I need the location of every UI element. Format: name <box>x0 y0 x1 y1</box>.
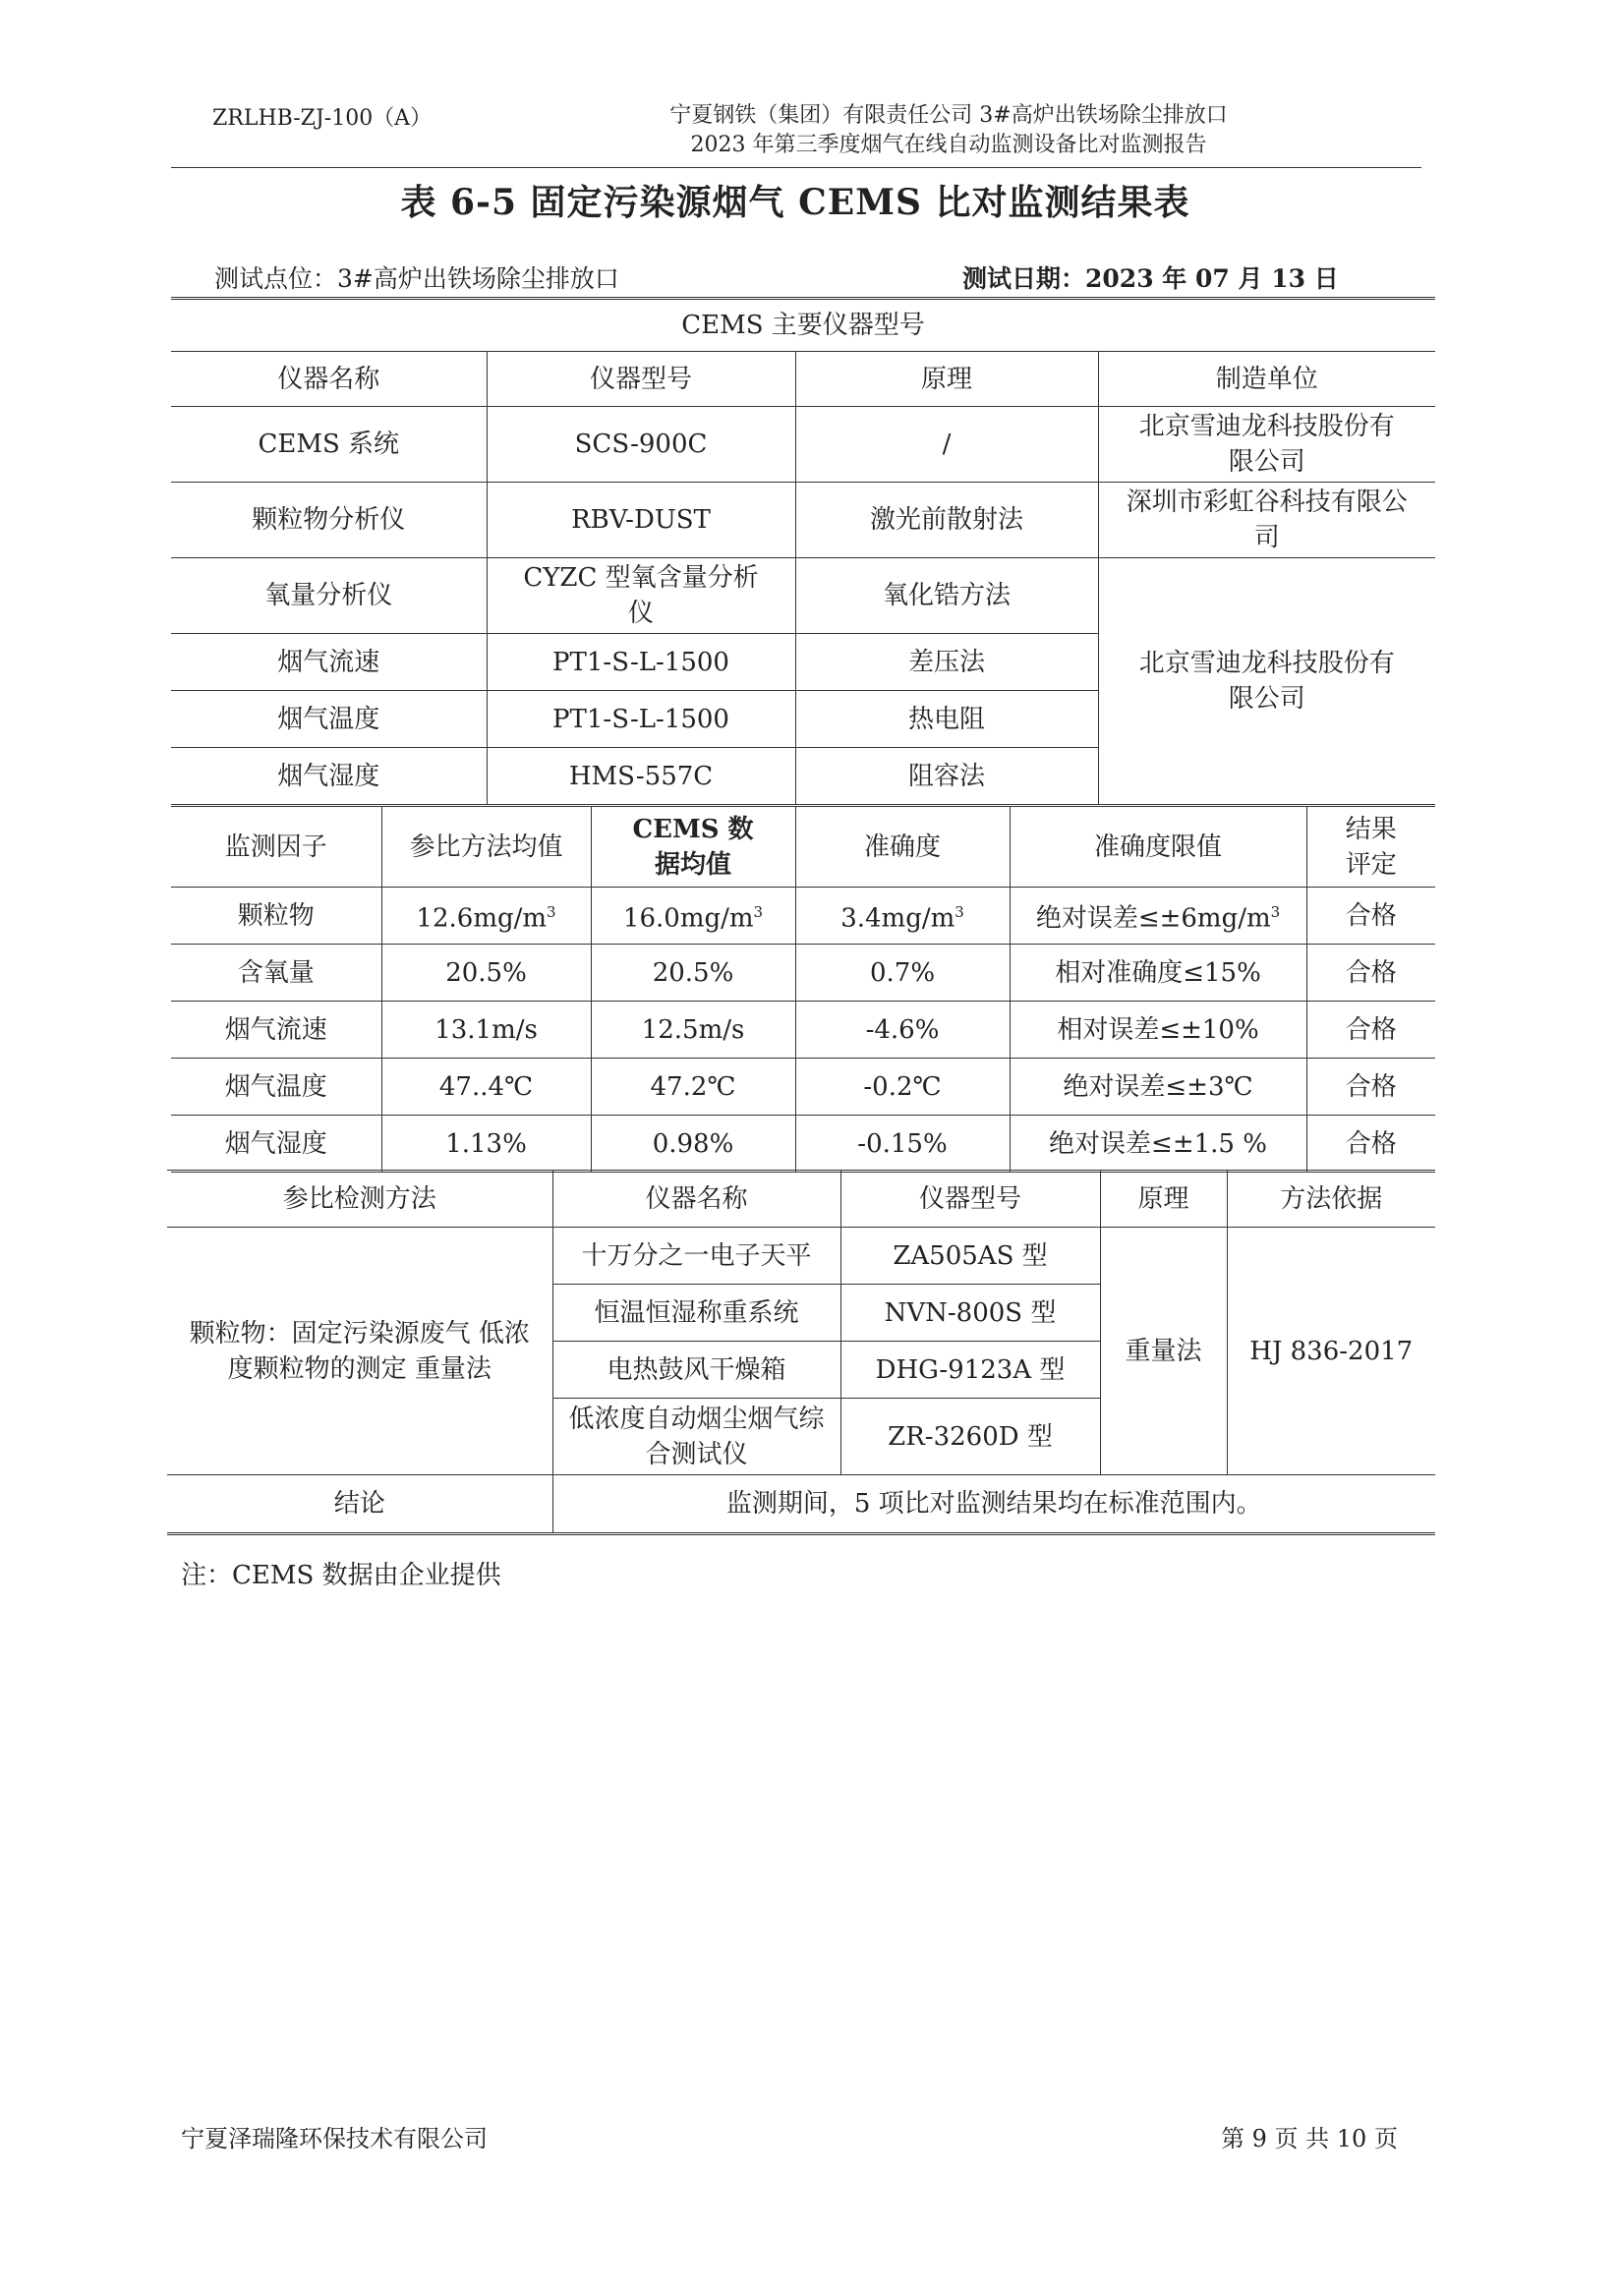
comparison-result-table <box>171 806 1435 1173</box>
instrument-maker: 深圳市彩虹谷科技有限公司 <box>1098 483 1435 558</box>
reference-mean: 1.13% <box>381 1116 591 1173</box>
instrument-model: PT1-S-L-1500 <box>487 691 795 748</box>
instrument-name: 烟气温度 <box>171 691 487 748</box>
reference-mean: 13.1m/s <box>381 1002 591 1059</box>
test-meta <box>171 254 1421 293</box>
monitoring-factor: 颗粒物 <box>171 888 381 945</box>
accuracy-limit: 绝对误差$\le\pm 6mg/m^3$ <box>1010 888 1306 945</box>
reference-instrument-name: 十万分之一电子天平 <box>552 1228 840 1285</box>
reference-instrument-model: ZR-3260D 型 <box>840 1399 1100 1475</box>
test-date-label: 测试日期： <box>962 264 1086 293</box>
test-site <box>214 259 619 295</box>
accuracy: -0.2℃ <box>795 1059 1010 1116</box>
instrument-name: 烟气湿度 <box>171 748 487 805</box>
instrument-name: 颗粒物分析仪 <box>171 483 487 558</box>
monitoring-factor: 含氧量 <box>171 945 381 1002</box>
test-site-value: 3#高炉出铁场除尘排放口 <box>337 264 619 293</box>
report-title-line: 2023 年第三季度烟气在线自动监测设备比对监测报告 <box>690 133 1207 157</box>
monitoring-factor: 烟气温度 <box>171 1059 381 1116</box>
conclusion-row <box>167 1475 1435 1534</box>
col-header: CEMS 数据均值 <box>591 807 795 888</box>
col-header: 方法依据 <box>1227 1171 1435 1228</box>
result-row <box>171 1059 1435 1116</box>
reference-instrument-name: 低浓度自动烟尘烟气综合测试仪 <box>552 1399 840 1475</box>
cems-mean: 12.5m/s <box>591 1002 795 1059</box>
col-header: 原理 <box>1100 1171 1227 1228</box>
instrument-caption-row <box>171 299 1435 352</box>
result-header-row <box>171 807 1435 888</box>
reference-method-table <box>167 1170 1435 1535</box>
document-code: ZRLHB-ZJ-100（A） <box>212 106 433 131</box>
instrument-model: HMS-557C <box>487 748 795 805</box>
instrument-principle: 阻容法 <box>795 748 1098 805</box>
col-header: 制造单位 <box>1098 352 1435 407</box>
monitoring-factor: 烟气湿度 <box>171 1116 381 1173</box>
report-org-line: 宁夏钢铁（集团）有限责任公司 3#高炉出铁场除尘排放口 <box>669 103 1228 128</box>
report-header <box>506 101 1391 160</box>
evaluation: 合格 <box>1306 1059 1435 1116</box>
col-header: 参比方法均值 <box>381 807 591 888</box>
result-row <box>171 1002 1435 1059</box>
instrument-table-caption: CEMS 主要仪器型号 <box>171 299 1435 352</box>
table-title: 表 6-5 固定污染源烟气 CEMS 比对监测结果表 <box>400 182 1190 223</box>
test-site-label: 测试点位： <box>214 264 338 293</box>
instrument-principle: 差压法 <box>795 634 1098 691</box>
reference-row <box>167 1228 1435 1285</box>
instrument-model: PT1-S-L-1500 <box>487 634 795 691</box>
col-header: 原理 <box>795 352 1098 407</box>
instrument-maker: 北京雪迪龙科技股份有限公司 <box>1098 407 1435 483</box>
instrument-model: SCS-900C <box>487 407 795 483</box>
result-row <box>171 888 1435 945</box>
instrument-principle: 氧化锆方法 <box>795 558 1098 634</box>
evaluation: 合格 <box>1306 888 1435 945</box>
instrument-principle: / <box>795 407 1098 483</box>
reference-basis: HJ 836-2017 <box>1227 1228 1435 1475</box>
reference-principle: 重量法 <box>1100 1228 1227 1475</box>
instrument-row <box>171 558 1435 634</box>
col-header: 仪器型号 <box>487 352 795 407</box>
accuracy: 0.7% <box>795 945 1010 1002</box>
cems-mean: 20.5% <box>591 945 795 1002</box>
accuracy-limit: 相对准确度≤15% <box>1010 945 1306 1002</box>
col-header: 准确度限值 <box>1010 807 1306 888</box>
cems-mean: $16.0mg/m^3$ <box>591 888 795 945</box>
instrument-model: CYZC 型氧含量分析仪 <box>487 558 795 634</box>
instrument-header-row <box>171 352 1435 407</box>
col-header: 结果评定 <box>1306 807 1435 888</box>
col-header: 参比检测方法 <box>167 1171 552 1228</box>
accuracy-limit: 相对误差≤±10% <box>1010 1002 1306 1059</box>
reference-instrument-model: NVN-800S 型 <box>840 1285 1100 1342</box>
cems-mean: 0.98% <box>591 1116 795 1173</box>
test-date-value: 2023 年 07 月 13 日 <box>1085 264 1339 293</box>
table-note: 注：CEMS 数据由企业提供 <box>181 1561 501 1590</box>
reference-mean: 20.5% <box>381 945 591 1002</box>
test-date <box>962 259 1339 295</box>
evaluation: 合格 <box>1306 1116 1435 1173</box>
accuracy-limit: 绝对误差≤±3℃ <box>1010 1059 1306 1116</box>
instrument-name: 烟气流速 <box>171 634 487 691</box>
col-header: 仪器名称 <box>171 352 487 407</box>
result-row <box>171 1116 1435 1173</box>
col-header: 仪器型号 <box>840 1171 1100 1228</box>
accuracy: -0.15% <box>795 1116 1010 1173</box>
conclusion-text: 监测期间，5 项比对监测结果均在标准范围内。 <box>552 1475 1435 1534</box>
reference-instrument-model: DHG-9123A 型 <box>840 1342 1100 1399</box>
instrument-maker: 北京雪迪龙科技股份有限公司 <box>1098 558 1435 805</box>
instrument-row <box>171 407 1435 483</box>
instrument-principle: 激光前散射法 <box>795 483 1098 558</box>
evaluation: 合格 <box>1306 1002 1435 1059</box>
col-header: 准确度 <box>795 807 1010 888</box>
cems-instrument-table <box>171 297 1435 805</box>
accuracy-limit: 绝对误差≤±1.5 % <box>1010 1116 1306 1173</box>
reference-method: 颗粒物：固定污染源废气 低浓度颗粒物的测定 重量法 <box>167 1228 552 1475</box>
header-divider <box>171 167 1421 168</box>
reference-instrument-name: 电热鼓风干燥箱 <box>552 1342 840 1399</box>
instrument-model: RBV-DUST <box>487 483 795 558</box>
reference-mean: 47..4℃ <box>381 1059 591 1116</box>
evaluation: 合格 <box>1306 945 1435 1002</box>
cems-mean: 47.2℃ <box>591 1059 795 1116</box>
monitoring-factor: 烟气流速 <box>171 1002 381 1059</box>
accuracy: $3.4mg/m^3$ <box>795 888 1010 945</box>
reference-header-row <box>167 1171 1435 1228</box>
page-number: 第 9 页 共 10 页 <box>1221 2125 1398 2152</box>
reference-instrument-name: 恒温恒湿称重系统 <box>552 1285 840 1342</box>
col-header: 监测因子 <box>171 807 381 888</box>
footer-company: 宁夏泽瑞隆环保技术有限公司 <box>181 2125 488 2152</box>
accuracy: -4.6% <box>795 1002 1010 1059</box>
instrument-name: CEMS 系统 <box>171 407 487 483</box>
instrument-row <box>171 483 1435 558</box>
conclusion-label: 结论 <box>167 1475 552 1534</box>
col-header: 仪器名称 <box>552 1171 840 1228</box>
reference-mean: $12.6mg/m^3$ <box>381 888 591 945</box>
reference-instrument-model: ZA505AS 型 <box>840 1228 1100 1285</box>
result-row <box>171 945 1435 1002</box>
instrument-name: 氧量分析仪 <box>171 558 487 634</box>
instrument-principle: 热电阻 <box>795 691 1098 748</box>
